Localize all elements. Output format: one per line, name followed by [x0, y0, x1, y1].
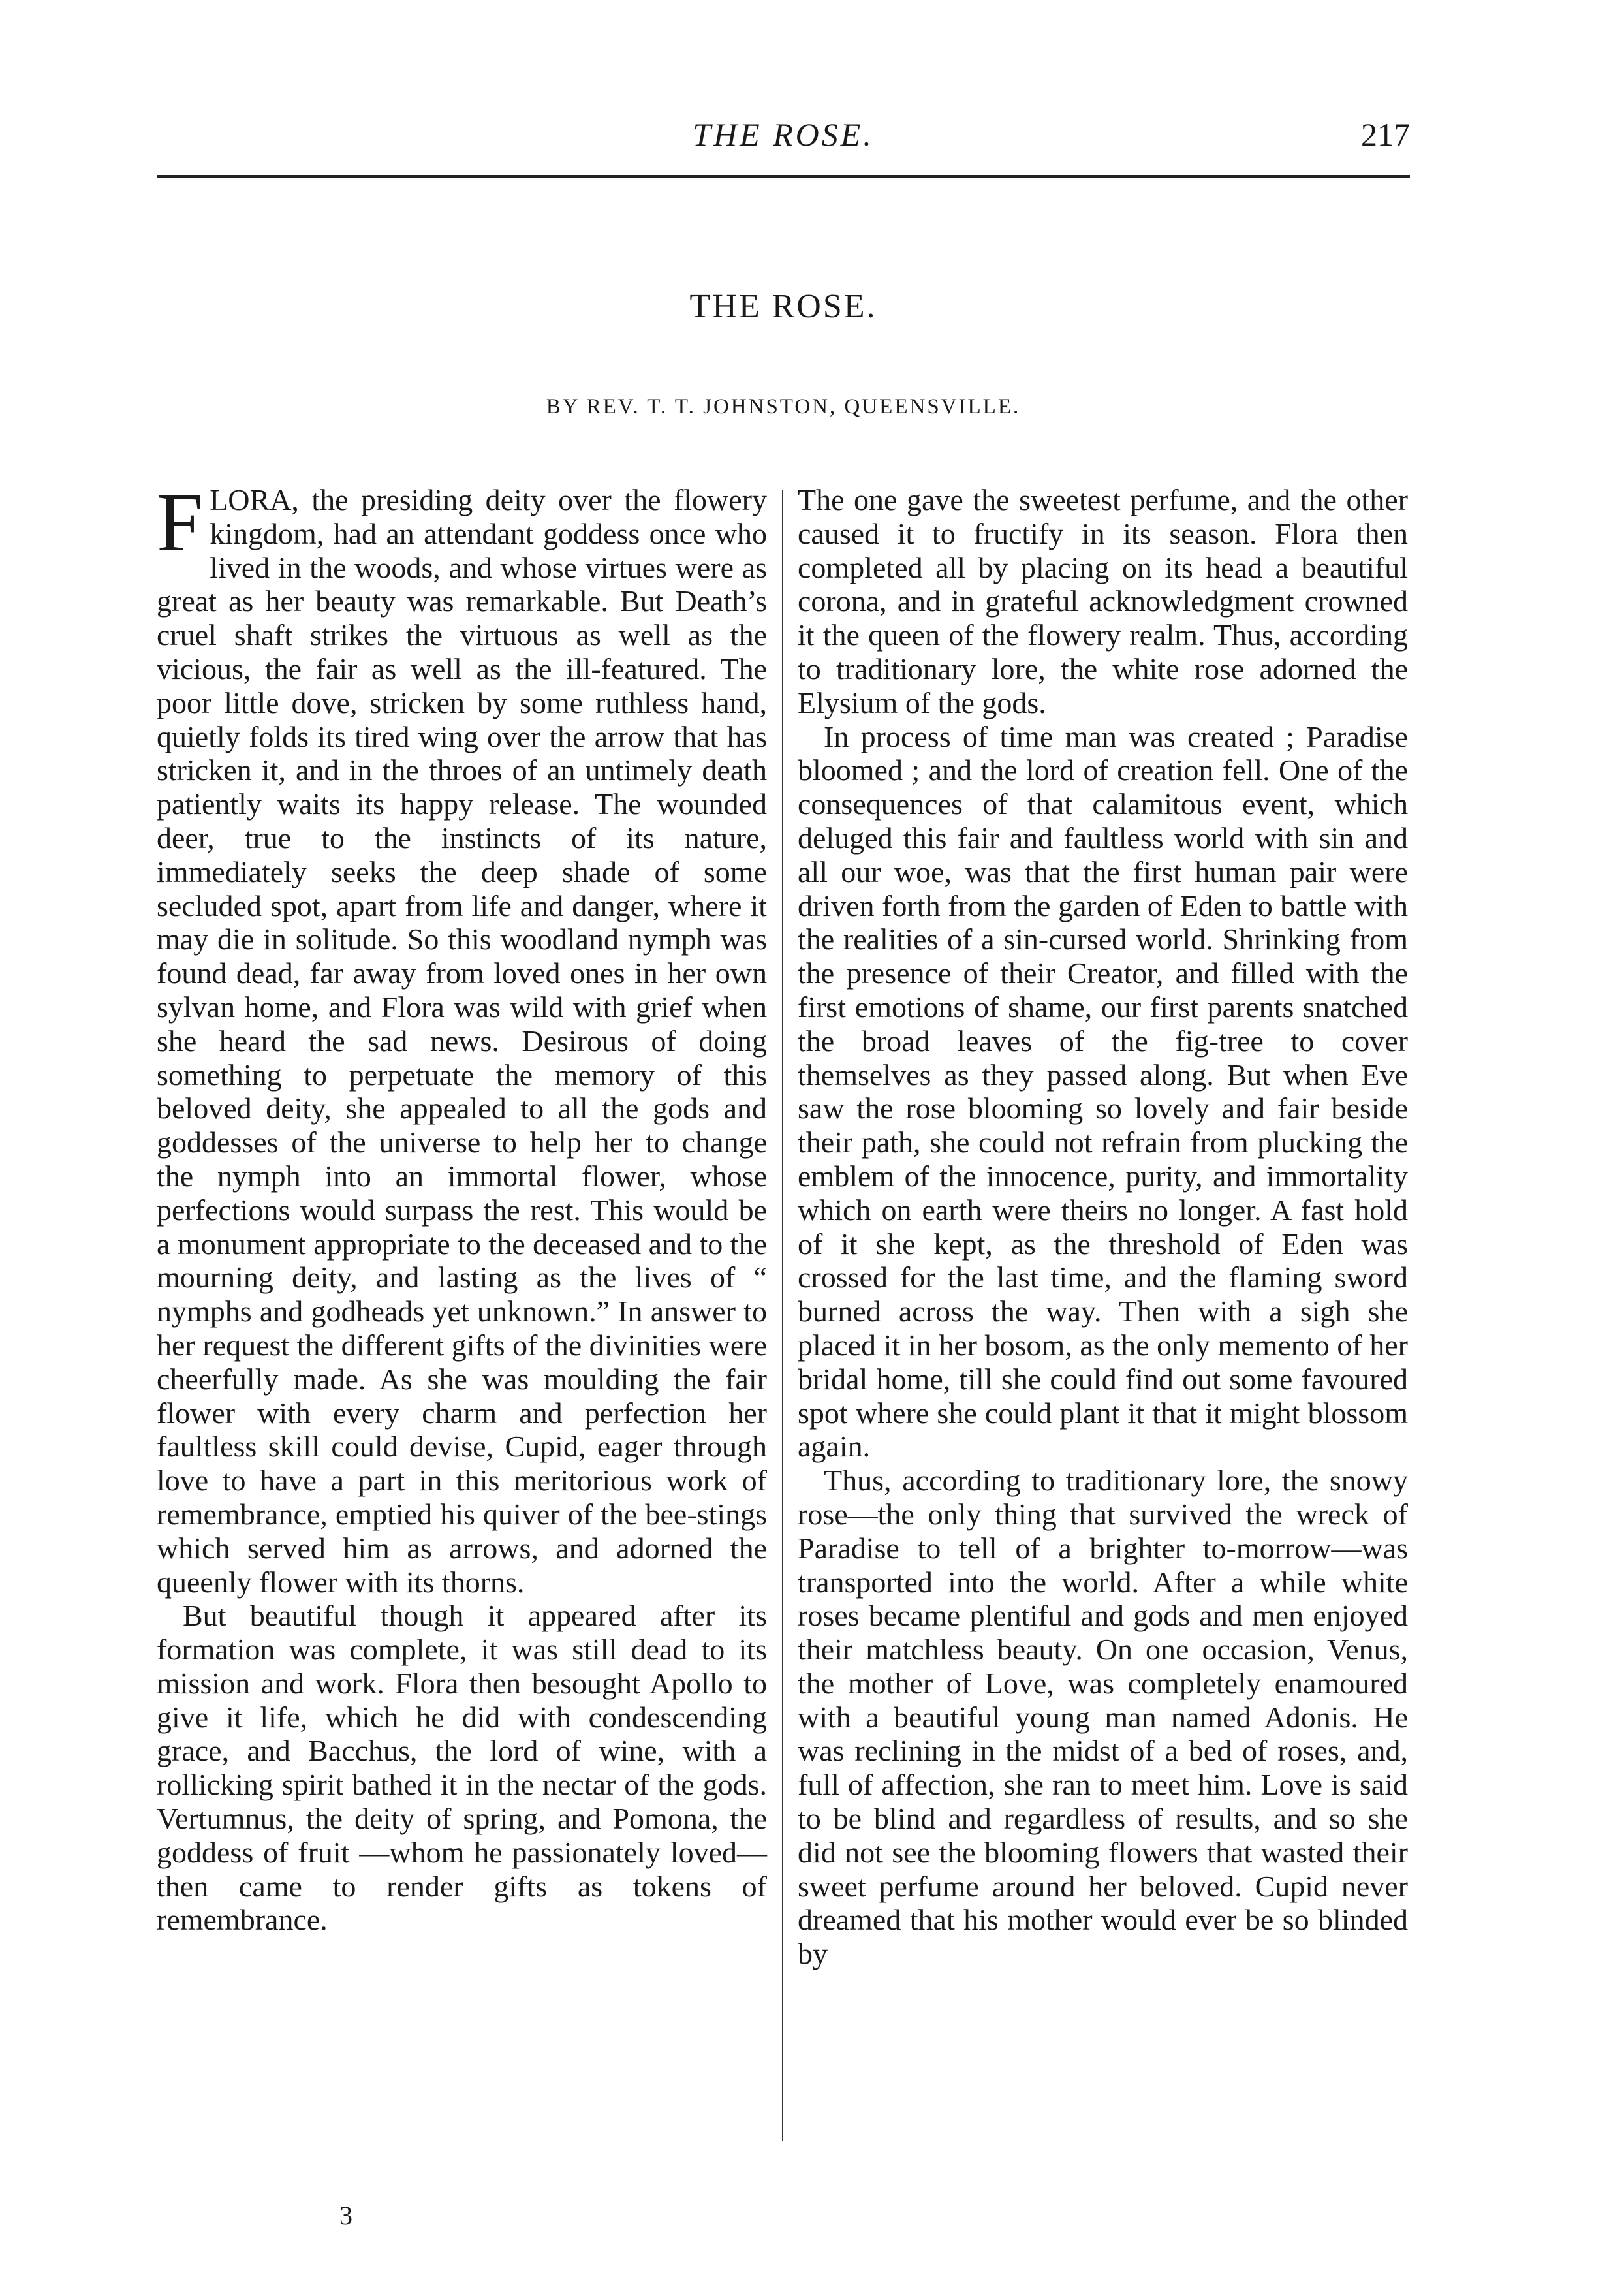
- header-rule: [157, 175, 1410, 178]
- column-divider: [782, 490, 783, 2141]
- article-byline: BY REV. T. T. JOHNSTON, QUEENSVILLE.: [546, 395, 1021, 418]
- paragraph-2: But beautiful though it appeared after its formation was complete, it was still dead to its mission and work. Flora then besought Apollo to give it life, which he did with condescending grace, and Bacchus, the lord of wine, with a rollicking spirit bathed it in the nectar of the gods. Vertumnus, the deity of spring, and Pomona, the goddess of fruit —whom he passionately loved—then came to render gifts as tokens of remembrance.: [157, 1599, 767, 1937]
- running-head: [157, 108, 1410, 160]
- paragraph-1: [157, 476, 767, 1599]
- paragraph-1-text: LORA, the presiding deity over the flowery kingdom, had an attendant goddess once who lived in the woods, and whose virtues were as great as her beauty was remarkable. But Death’s cruel shaft strikes the virtuous as well as the vicious, the fair as well as the ill-featured. The poor little dove, stricken by some ruthless hand, quietly folds its tired wing over the arrow that has stricken it, and in the throes of an untimely death patiently waits its happy release. The wounded deer, true to the instincts of its nature, immediately seeks the deep shade of some secluded spot, apart from life and danger, where it may die in solitude. So this woodland nymph was found dead, far away from loved ones in her own sylvan home, and Flora was wild with grief when she heard the sad news. Desirous of doing something to perpetuate the memory of this beloved deity, she appealed to all the gods and goddesses of the universe to help her to change the nymph into an immortal flower, whose perfections would surpass the rest. This would be a monument appropriate to the deceased and to the mourning deity, and lasting as the lives of “ nymphs and godheads yet unknown.” In answer to her request the different gifts of the divinities were cheerfully made. As she was moulding the fair flower with every charm and perfection her faultless skill could devise, Cupid, eager through love to have a part in this meritorious work of remembrance, emptied his quiver of the bee-stings which served him as arrows, and adorned the queenly flower with its thorns.: [157, 483, 767, 1599]
- signature-mark: 3: [339, 2201, 352, 2230]
- paragraph-3: The one gave the sweetest perfume, and the other caused it to fructify in its season. Flora then completed all by placing on its head a beautiful corona, and in grateful acknowledgment crowned it the queen of the flowery realm. Thus, according to traditionary lore, the white rose adorned the Elysium of the gods.: [798, 483, 1408, 719]
- left-column: [157, 476, 767, 1937]
- paragraph-4: In process of time man was created ; Paradise bloomed ; and the lord of creation fell. One of the consequences of that calamitous event, which deluged this fair and faultless world with sin and all our woe, was that the first human pair were driven forth from the garden of Eden to battle with the realities of a sin-cursed world. Shrinking from the presence of their Creator, and filled with the first emotions of shame, our first parents snatched the broad leaves of the fig-tree to cover themselves as they passed along. But when Eve saw the rose blooming so lovely and fair beside their path, she could not refrain from plucking the emblem of the innocence, purity, and immortality which on earth were theirs no longer. A fast hold of it she kept, as the threshold of Eden was crossed for the last time, and the flaming sword burned across the way. Then with a sigh she placed it in her bosom, as the only memento of her bridal home, till she could find out some favoured spot where she could plant it that it might blossom again.: [798, 719, 1408, 1464]
- article-title: THE ROSE.: [689, 288, 877, 325]
- page-number: 217: [1361, 116, 1410, 153]
- drop-cap: F: [157, 476, 204, 569]
- right-column: [798, 483, 1408, 1971]
- paragraph-5: Thus, according to traditionary lore, the snowy rose—the only thing that survived the wreck of Paradise to tell of a brighter to-morrow—was transported into the world. After a while white roses became plentiful and gods and men enjoyed their matchless beauty. On one occasion, Venus, the mother of Love, was completely enamoured with a beautiful young man named Adonis. He was reclining in the midst of a bed of roses, and, full of affection, she ran to meet him. Love is said to be blind and regardless of results, and so she did not see the blooming flowers that wasted their sweet perfume around her beloved. Cupid never dreamed that his mother would ever be so blinded by: [798, 1464, 1408, 1971]
- running-title: THE ROSE.: [693, 116, 874, 153]
